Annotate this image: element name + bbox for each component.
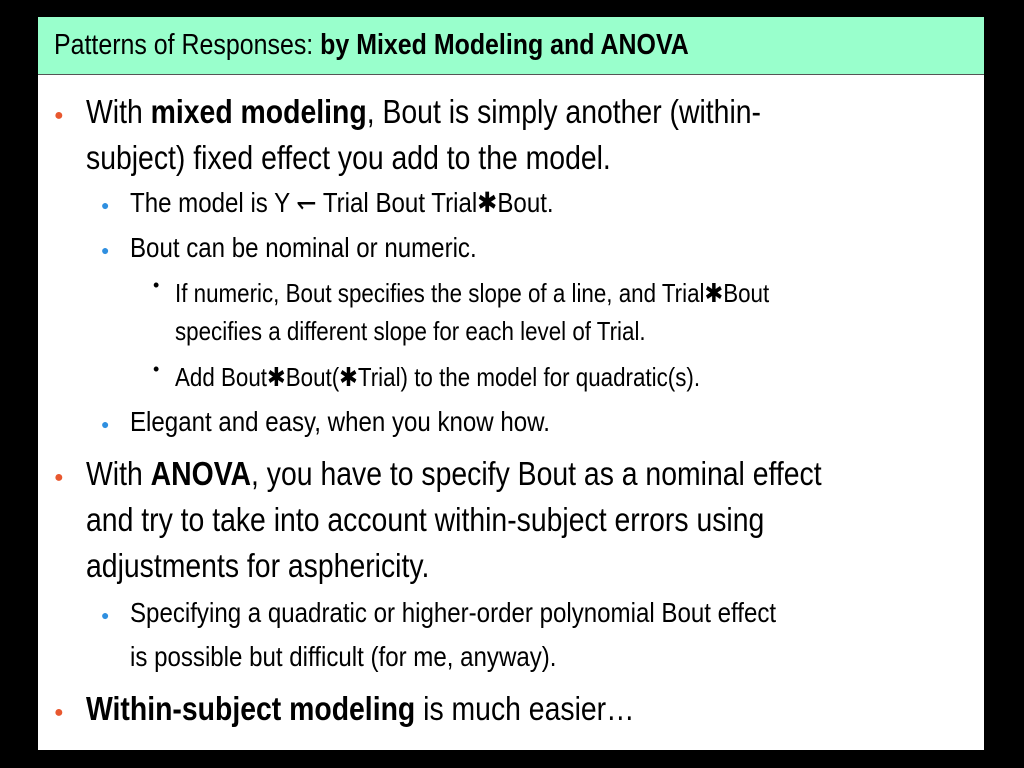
bullet-2-sub-1-line-2: is possible but difficult (for me, anyway). bbox=[130, 641, 557, 672]
bullet-2-sub-1-line-1: Specifying a quadratic or higher-order polynomial Bout effect bbox=[130, 597, 777, 628]
bullet-2-line-2: and try to take into account within-subject errors using bbox=[86, 501, 765, 538]
bullet-2-line-1 bbox=[86, 451, 822, 497]
bullet-1-line-2: subject) fixed effect you add to the model. bbox=[86, 139, 611, 176]
sub-bullet-dot: ● bbox=[101, 242, 110, 258]
bullet-1-sub-3: Elegant and easy, when you know how. bbox=[130, 406, 550, 437]
bullet-1-sub-2: Bout can be nominal or numeric. bbox=[130, 232, 477, 263]
bullet-2-line-3: adjustments for asphericity. bbox=[86, 547, 430, 584]
bullet-3 bbox=[86, 686, 634, 732]
bullet-1-sub-2-sub-1-line-2: specifies a different slope for each level of Trial. bbox=[175, 316, 646, 346]
slide-title bbox=[54, 29, 689, 62]
bullet-3-bold: Within-subject modeling bbox=[86, 690, 416, 727]
bullet-1-sub-2-sub-1-line-1: If numeric, Bout specifies the slope of a line, and Trial✱Bout bbox=[175, 278, 770, 308]
sub-sub-bullet-dot: • bbox=[153, 359, 160, 379]
title-bar bbox=[38, 17, 984, 75]
sub-bullet-dot: ● bbox=[101, 607, 110, 623]
bullet-dot: ● bbox=[54, 469, 64, 486]
sub-bullet-dot: ● bbox=[101, 416, 110, 432]
bullet-1-bold: mixed modeling bbox=[150, 93, 367, 130]
sub-sub-bullet-dot: • bbox=[153, 275, 160, 295]
bullet-dot: ● bbox=[54, 107, 64, 124]
bullet-1-sub-2-sub-2: Add Bout✱Bout(✱Trial) to the model for quadratic(s). bbox=[175, 362, 701, 392]
title-bold: by Mixed Modeling and ANOVA bbox=[320, 29, 689, 61]
sub-bullet-dot: ● bbox=[101, 197, 110, 213]
bullet-1-prefix: With bbox=[86, 93, 151, 130]
bullet-2-prefix: With bbox=[86, 455, 151, 492]
title-prefix: Patterns of Responses: bbox=[54, 29, 321, 61]
slide bbox=[38, 17, 984, 750]
bullet-1-line-1 bbox=[86, 89, 761, 135]
bullet-dot: ● bbox=[54, 704, 64, 721]
bullet-2-bold: ANOVA bbox=[150, 455, 252, 492]
bullet-2-rest: , you have to specify Bout as a nominal effect bbox=[251, 455, 822, 492]
bullet-1-rest: , Bout is simply another (within- bbox=[366, 93, 762, 130]
bullet-1-sub-1: The model is Y ↽ Trial Bout Trial✱Bout. bbox=[130, 187, 554, 218]
bullet-3-rest: is much easier… bbox=[415, 690, 635, 727]
